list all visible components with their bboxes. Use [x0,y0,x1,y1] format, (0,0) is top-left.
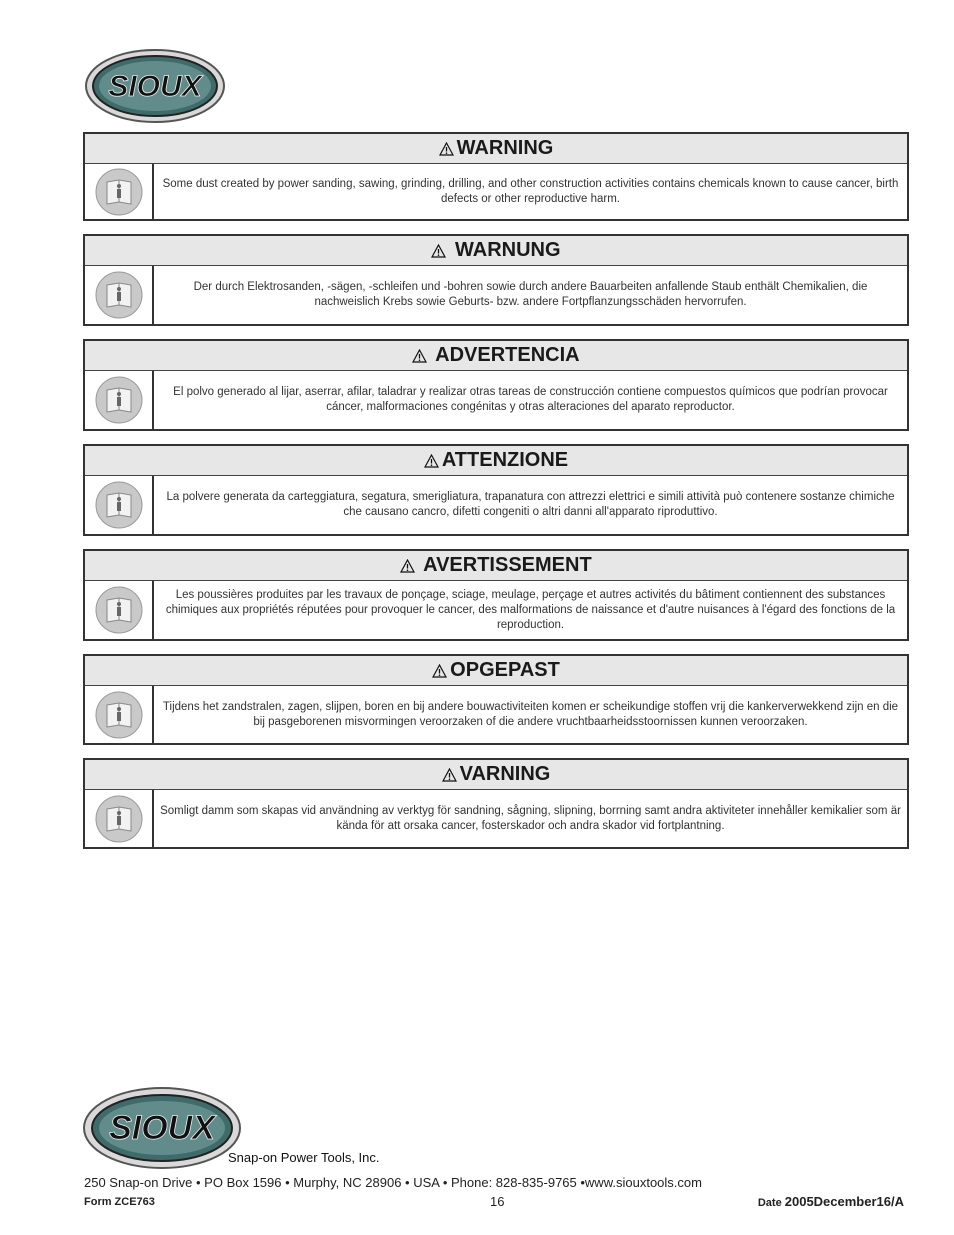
warning-text: Der durch Elektrosanden, -sägen, -schleifen und -bohren sowie durch andere Bauarbeiten anfallende Staub enthält Chemikalien, die nachweislich Krebs sowie Geburts- bzw. andere Fortpflanzungsschäden hervorrufen. [193,281,868,308]
warning-title: AVERTISSEMENT [418,554,592,576]
warning-title: OPGEPAST [450,659,560,681]
company-name: Snap-on Power Tools, Inc. [228,1150,380,1165]
warning-triangle-icon [400,559,415,573]
date-label: Date [757,1197,785,1209]
warning-text: Some dust created by power sanding, sawing, grinding, drilling, and other construction activities contains chemicals known to cause cancer, birth defects or other reproductive harm. [162,177,899,205]
warning-title: ADVERTENCIA [430,344,580,366]
read-manual-icon [95,586,143,634]
warning-box-english [83,132,909,221]
read-manual-icon [95,376,143,424]
warning-header [85,236,907,266]
read-manual-icon [95,271,143,319]
warning-triangle-icon [439,142,454,156]
page-number: 16 [490,1194,505,1209]
warning-box-italian [83,444,909,536]
warning-header [85,134,907,164]
warning-title: WARNUNG [449,239,561,261]
warning-text: La polvere generata da carteggiatura, segatura, smerigliatura, trapanatura con attrezzi elettrici e simili attività può contenere sostanze chimiche che causano cancro, difetti congeniti o altri danni all'apparato riproduttivo. [166,491,895,518]
read-manual-icon [95,481,143,529]
warning-text: Tijdens het zandstralen, zagen, slijpen, boren en bij andere bouwactiviteiten komen er scheikundige stoffen vrij die kankerverwekkend zijn en die bij pasgeborenen misvormingen veroorzaken of die andere vruchtbaarheidsstoornissen kunnen veroorzaken. [162,700,899,728]
warning-title: WARNING [456,137,554,159]
warning-header [85,341,907,371]
svg-text:SIOUX: SIOUX [108,70,202,103]
warning-triangle-icon [431,244,446,258]
read-manual-icon [95,795,143,843]
warning-text: El polvo generado al lijar, aserrar, afilar, taladrar y realizar otras tareas de construcción contiene compuestos químicos que podrían provocar cáncer, malformaciones congénitas y otras alteraciones del aparato reproductor. [173,386,888,413]
warning-text: Les poussières produites par les travaux de ponçage, sciage, meulage, perçage et autres activités du bâtiment contiennent des substances chimiques aux propriétés réputées pour provoquer le cancer, des malformations de naissance et d'autre nuisances à l'égard des fonctions de la reproduction. [165,588,896,631]
warning-box-french [83,549,909,641]
warning-header [85,760,907,790]
read-manual-icon [95,168,143,216]
warning-triangle-icon [442,768,457,782]
warning-triangle-icon [424,454,439,468]
date-value: 2005December16/A [784,1194,904,1209]
warning-triangle-icon [412,349,427,363]
warning-header [85,656,907,686]
read-manual-icon [95,691,143,739]
warning-title: VARNING [459,763,551,785]
svg-text:SIOUX: SIOUX [109,1109,215,1147]
warning-title: ATTENZIONE [441,449,569,471]
sioux-logo-footer [82,1086,242,1170]
company-address: 250 Snap-on Drive • PO Box 1596 • Murphy, NC 28906 • USA • Phone: 828-835-9765 •www.siouxtools.com [84,1175,702,1190]
warning-box-spanish [83,339,909,431]
sioux-logo [84,48,226,124]
warning-triangle-icon [432,664,447,678]
form-number: Form ZCE763 [84,1196,155,1208]
document-date [758,1194,904,1209]
warning-text: Somligt damm som skapas vid användning av verktyg för sandning, sågning, slipning, borrning samt andra aktiviteter innehåller kemikalier som är kända för att orsaka cancer, fosterskador och andra skador vid fortplantning. [160,804,901,832]
warning-header [85,551,907,581]
warning-box-german [83,234,909,326]
warning-header [85,446,907,476]
warning-box-swedish [83,758,909,849]
warning-box-dutch [83,654,909,745]
